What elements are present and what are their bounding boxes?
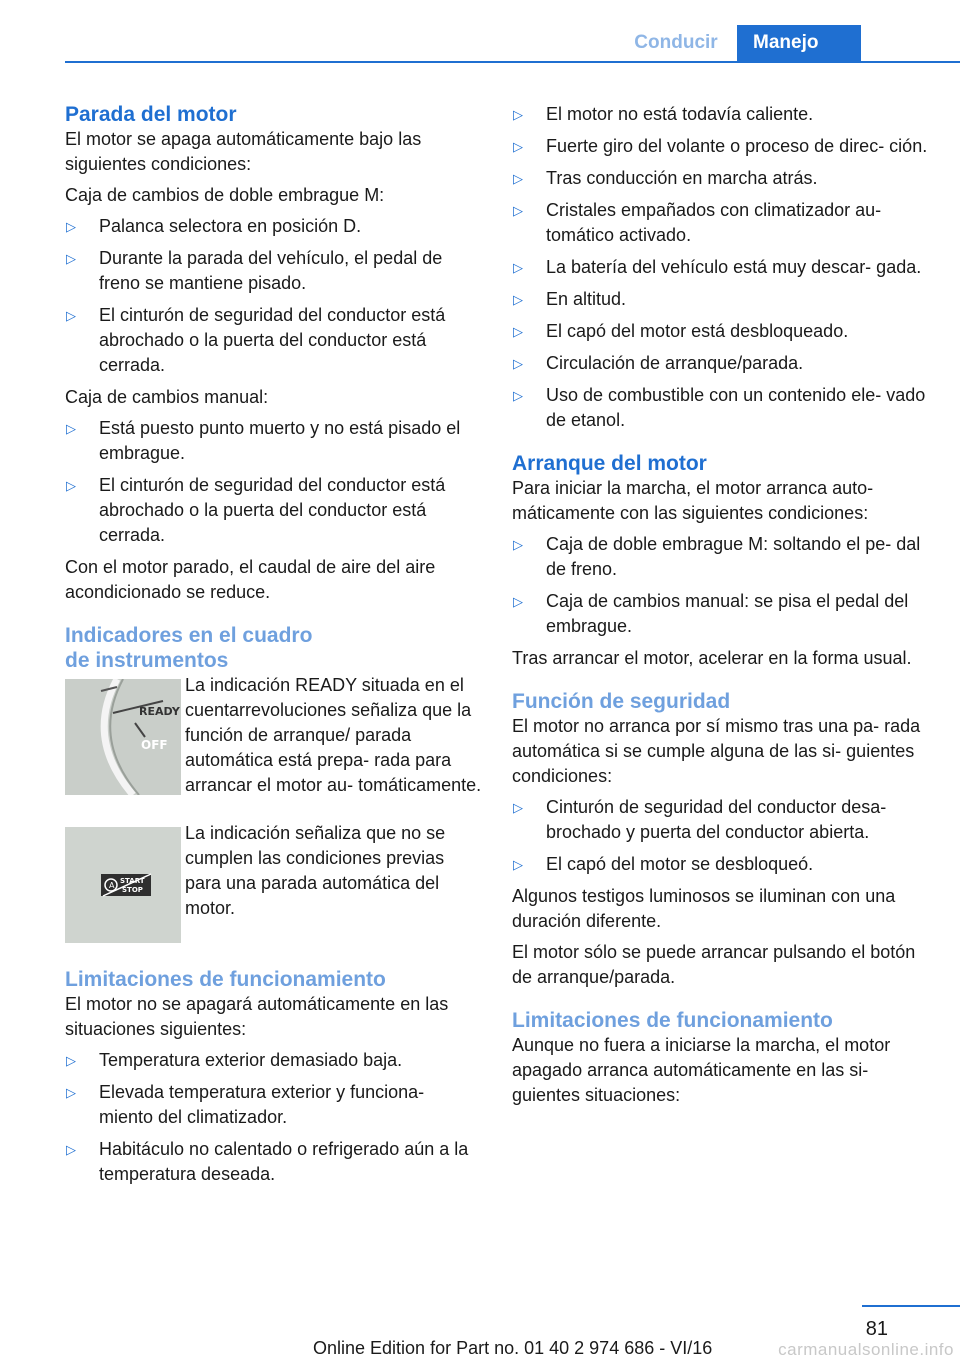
bullet-triangle-icon: ▷: [513, 292, 523, 307]
arranque-list: [512, 532, 932, 639]
manual-list: [65, 416, 483, 548]
svg-text:OFF: OFF: [141, 738, 168, 752]
list-item: ▷ Durante la parada del vehículo, el pedal de freno se mantiene pisado.: [66, 248, 443, 293]
parada-intro: El motor se apaga automáticamente bajo las siguientes condiciones:: [65, 129, 422, 174]
seguridad-list: [512, 795, 932, 877]
bullet-triangle-icon: ▷: [513, 107, 523, 122]
list-item: ▷ El motor no está todavía caliente.: [512, 102, 932, 127]
tab-manejo[interactable]: Manejo: [737, 25, 861, 61]
arranque-intro: Para iniciar la marcha, el motor arranca auto- máticamente con las siguientes condiciones:: [512, 478, 874, 523]
svg-text:START: START: [120, 877, 145, 885]
section-title-indicadores: Indicadores en el cuadro de instrumentos: [65, 624, 313, 672]
section-title-seguridad: Función de seguridad: [512, 690, 731, 713]
testigos-text: Algunos testigos luminosos se iluminan con una duración diferente.: [512, 886, 896, 931]
arranque-after: Tras arrancar el motor, acelerar en la forma usual.: [512, 648, 912, 668]
list-item: ▷ El capó del motor está desbloqueado.: [512, 319, 932, 344]
section-title-arranque: Arranque del motor: [512, 452, 707, 475]
bullet-triangle-icon: ▷: [513, 800, 523, 815]
list-item: ▷ El cinturón de seguridad del conductor está abrochado o la puerta del conductor está cerrada.: [66, 475, 446, 545]
bullet-triangle-icon: ▷: [66, 1053, 76, 1068]
list-item: ▷ El cinturón de seguridad del conductor está abrochado o la puerta del conductor está cerrada.: [66, 305, 446, 375]
bullet-triangle-icon: ▷: [66, 219, 76, 234]
section-title-limitaciones-2: Limitaciones de funcionamiento: [512, 1009, 833, 1032]
seguridad-intro: El motor no arranca por sí mismo tras una pa- rada automática si se cumple alguna de las si- guientes condiciones:: [512, 716, 921, 786]
bullet-triangle-icon: ▷: [66, 308, 76, 323]
bullet-triangle-icon: ▷: [66, 421, 76, 436]
bullet-triangle-icon: ▷: [513, 388, 523, 403]
limit-list-continued: [512, 102, 932, 433]
bullet-triangle-icon: ▷: [66, 478, 76, 493]
svg-text:READY: READY: [139, 705, 180, 718]
limit2-intro: Aunque no fuera a iniciarse la marcha, el motor apagado arranca automáticamente en las si- guientes situaciones:: [512, 1035, 891, 1105]
nocond-text: La indicación señaliza que no se cumplen las condiciones previas para una parada automática del motor.: [185, 823, 446, 918]
bullet-triangle-icon: ▷: [513, 139, 523, 154]
doble-embrague-label: Caja de cambios de doble embrague M:: [65, 185, 385, 205]
bullet-triangle-icon: ▷: [513, 203, 523, 218]
list-item: ▷ Cristales empañados con climatizador au- tomático activado.: [513, 200, 882, 245]
list-item: ▷ Caja de doble embrague M: soltando el pe- dal de freno.: [513, 534, 921, 579]
aire-text: Con el motor parado, el caudal de aire del aire acondicionado se reduce.: [65, 557, 436, 602]
bullet-triangle-icon: ▷: [66, 1085, 76, 1100]
section-title-parada: Parada del motor: [65, 103, 237, 126]
list-item: ▷ Elevada temperatura exterior y funciona- miento del climatizador.: [66, 1082, 425, 1127]
list-item: ▷ Palanca selectora en posición D.: [65, 214, 483, 239]
list-item: ▷ Temperatura exterior demasiado baja.: [65, 1048, 483, 1073]
limit-intro: El motor no se apagará automáticamente en las situaciones siguientes:: [65, 994, 449, 1039]
watermark: carmanualsonline.info: [778, 1340, 954, 1359]
list-item: ▷ Fuerte giro del volante o proceso de direc- ción.: [512, 134, 932, 159]
list-item: ▷ La batería del vehículo está muy descar- gada.: [512, 255, 932, 280]
footer-rule: [862, 1305, 960, 1307]
left-column: [65, 102, 483, 1194]
start-stop-indicator-image: [65, 827, 181, 943]
list-item: ▷ En altitud.: [512, 287, 932, 312]
tab-conducir[interactable]: Conducir: [634, 32, 718, 53]
bullet-triangle-icon: ▷: [513, 171, 523, 186]
bullet-triangle-icon: ▷: [513, 260, 523, 275]
section-title-limitaciones: Limitaciones de funcionamiento: [65, 968, 386, 991]
nocond-figure: [65, 821, 483, 949]
bullet-triangle-icon: ▷: [513, 537, 523, 552]
list-item: ▷ Caja de cambios manual: se pisa el pedal del embrague.: [513, 591, 909, 636]
page-number: 81: [865, 1318, 888, 1340]
list-item: ▷ Habitáculo no calentado o refrigerado aún a la temperatura deseada.: [66, 1139, 469, 1184]
boton-text: El motor sólo se puede arrancar pulsando el botón de arranque/parada.: [512, 942, 916, 987]
manual-label: Caja de cambios manual:: [65, 387, 269, 407]
list-item: ▷ El capó del motor se desbloqueó.: [512, 852, 932, 877]
bullet-triangle-icon: ▷: [513, 594, 523, 609]
header-rule: [65, 61, 960, 63]
tachometer-ready-image: [65, 679, 181, 795]
list-item: ▷ Uso de combustible con un contenido ele- vado de etanol.: [513, 385, 926, 430]
bullet-triangle-icon: ▷: [513, 857, 523, 872]
svg-text:A: A: [109, 881, 115, 890]
bullet-triangle-icon: ▷: [513, 324, 523, 339]
list-item: ▷ Está puesto punto muerto y no está pisado el embrague.: [66, 418, 461, 463]
ready-text: La indicación READY situada en el cuentarrevoluciones señaliza que la función de arranque/ parada automática está prepa- rada para arrancar el motor au- tomáticamente.: [185, 675, 482, 795]
bullet-triangle-icon: ▷: [66, 251, 76, 266]
bullet-triangle-icon: ▷: [66, 1142, 76, 1157]
list-item: ▷ Cinturón de seguridad del conductor desa- brochado y puerta del conductor abierta.: [513, 797, 887, 842]
list-item: ▷ Circulación de arranque/parada.: [512, 351, 932, 376]
limit-list: [65, 1048, 483, 1187]
list-item: ▷ Tras conducción en marcha atrás.: [512, 166, 932, 191]
right-column: [512, 102, 932, 1114]
edition-text: Online Edition for Part no. 01 40 2 974 686 - VI/16: [313, 1338, 713, 1358]
bullet-triangle-icon: ▷: [513, 356, 523, 371]
doble-embrague-list: [65, 214, 483, 378]
ready-figure: [65, 673, 483, 801]
svg-text:STOP: STOP: [122, 886, 143, 894]
